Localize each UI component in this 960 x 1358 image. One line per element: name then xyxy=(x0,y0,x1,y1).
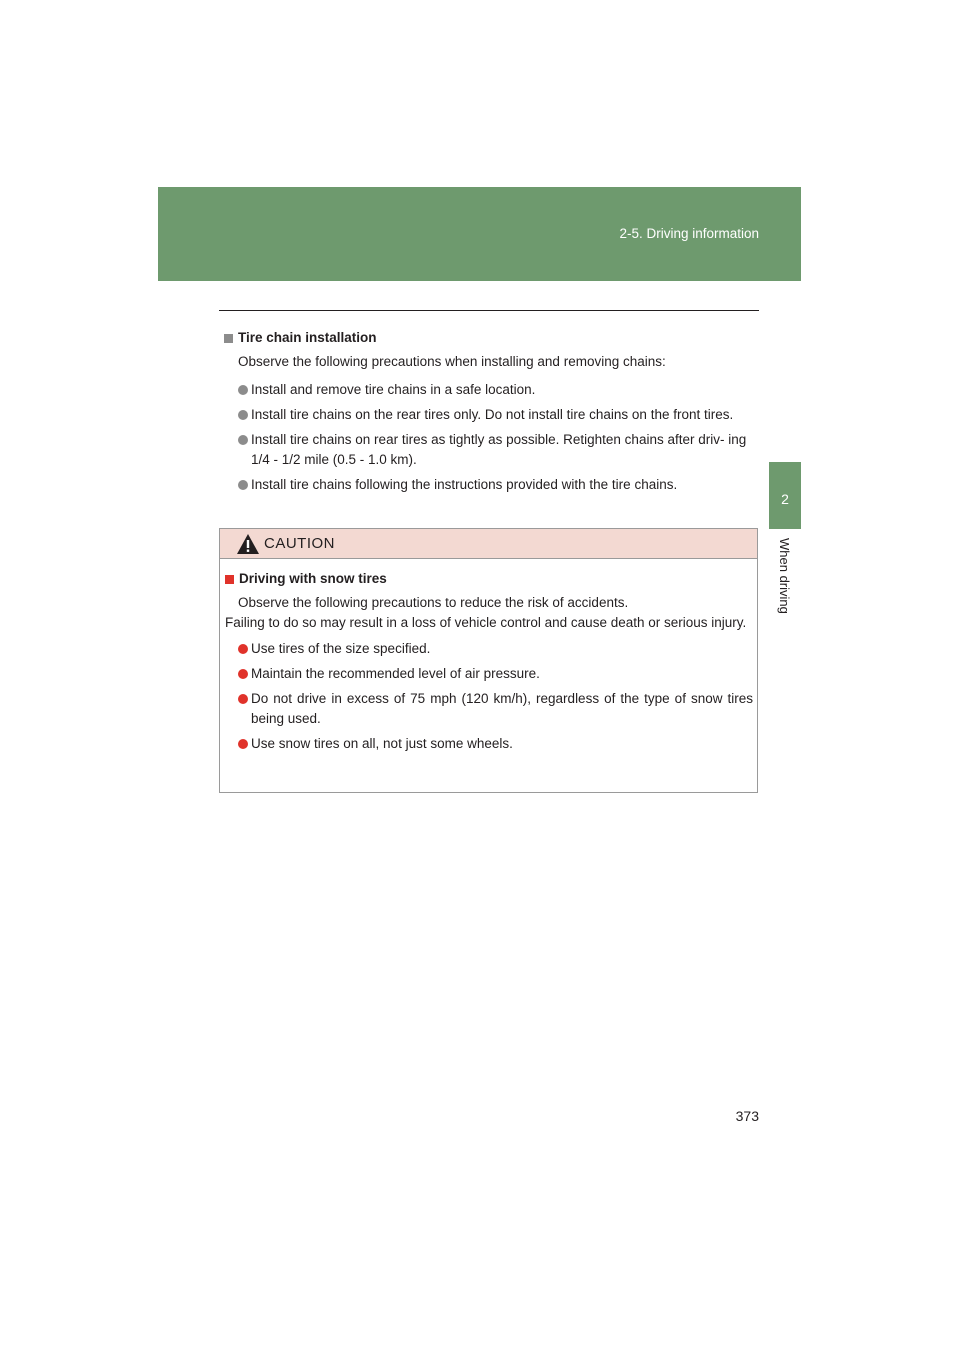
bullet-dot-icon xyxy=(238,385,248,395)
chapter-number: 2 xyxy=(781,491,789,507)
tire-chain-section xyxy=(224,330,754,500)
caution-box xyxy=(219,528,758,793)
chapter-tab xyxy=(769,462,801,529)
bullet-dot-icon xyxy=(238,410,248,420)
list-item: Do not drive in excess of 75 mph (120 km/h), regardless of the type of snow tires being used. xyxy=(225,689,753,729)
list-item: Install tire chains on the rear tires only. Do not install tire chains on the front tires. xyxy=(224,405,754,425)
caution-intro: Observe the following precautions to reduce the risk of accidents. xyxy=(238,595,629,610)
caution-body xyxy=(225,571,753,759)
caution-intro-continued: Failing to do so may result in a loss of vehicle control and cause death or serious injury. xyxy=(225,615,747,630)
warning-icon xyxy=(236,533,260,555)
header-band xyxy=(158,187,801,281)
list-item: Install tire chains on rear tires as tightly as possible. Retighten chains after driv- ing 1/4 - 1/2 mile (0.5 - 1.0 km). xyxy=(224,430,754,470)
list-item: Install and remove tire chains in a safe location. xyxy=(224,380,754,400)
bullet-dot-icon xyxy=(238,644,248,654)
bullet-dot-icon xyxy=(238,694,248,704)
caution-heading: Driving with snow tires xyxy=(225,571,753,586)
section-heading: Tire chain installation xyxy=(224,330,754,345)
list-item: Use tires of the size specified. xyxy=(225,639,753,659)
list-item: Install tire chains following the instructions provided with the tire chains. xyxy=(224,475,754,495)
section-intro: Observe the following precautions when installing and removing chains: xyxy=(238,354,666,369)
page-number: 373 xyxy=(735,1108,759,1124)
list-item: Maintain the recommended level of air pressure. xyxy=(225,664,753,684)
square-bullet-icon xyxy=(225,575,234,584)
list-item: Use snow tires on all, not just some wheels. xyxy=(225,734,753,754)
bullet-dot-icon xyxy=(238,435,248,445)
chapter-title: 2-5. Driving information xyxy=(619,226,759,241)
section-divider xyxy=(219,310,759,311)
bullet-dot-icon xyxy=(238,480,248,490)
chapter-label: When driving xyxy=(777,538,792,614)
bullet-dot-icon xyxy=(238,739,248,749)
caution-header xyxy=(220,529,757,559)
square-bullet-icon xyxy=(224,334,233,343)
caution-title: CAUTION xyxy=(264,535,335,552)
bullet-dot-icon xyxy=(238,669,248,679)
